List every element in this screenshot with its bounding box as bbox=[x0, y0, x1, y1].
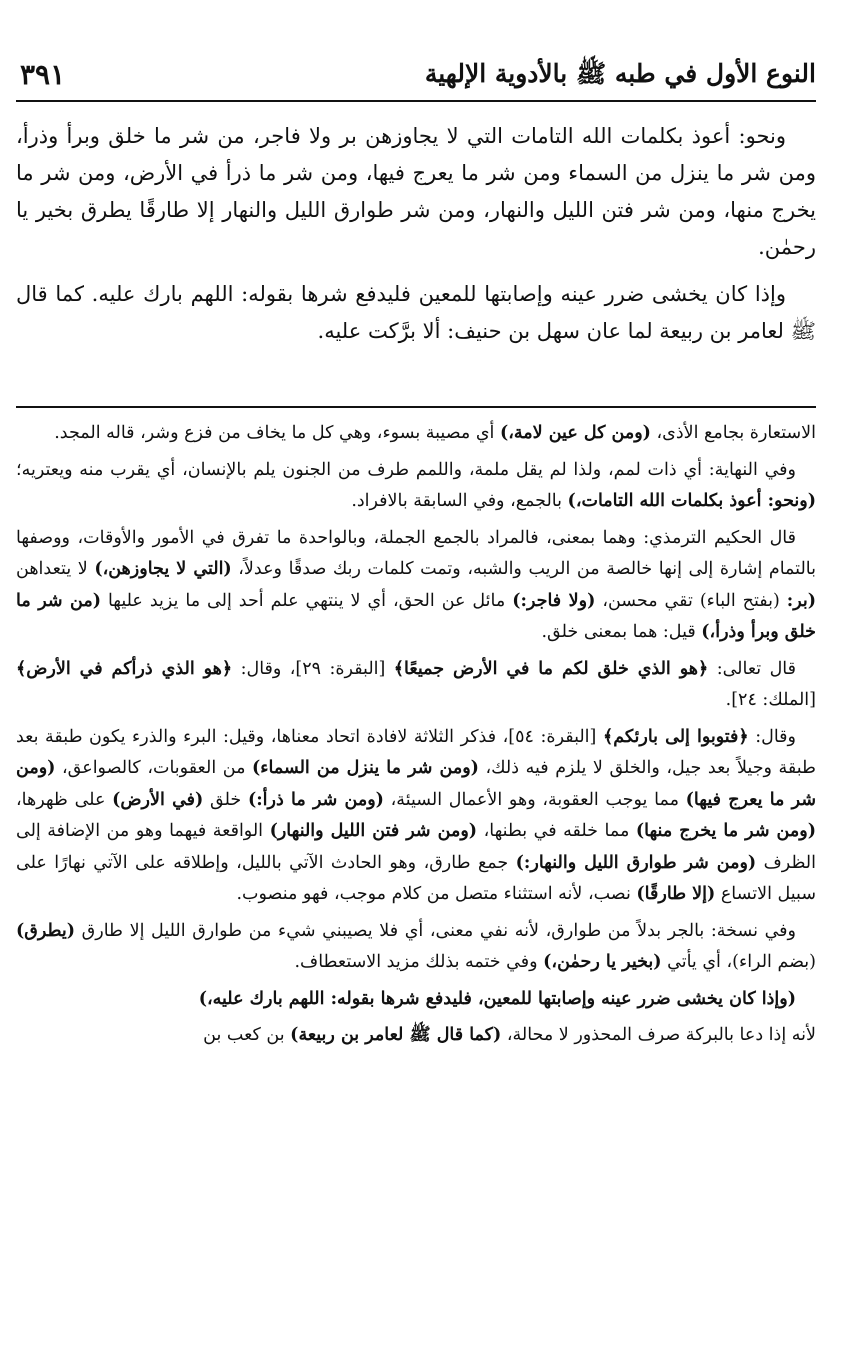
quoted-phrase: (بخير يا رحمٰن،) bbox=[543, 952, 662, 972]
page-number: ٣٩١ bbox=[20, 58, 66, 91]
commentary bbox=[16, 418, 816, 1057]
commentary-paragraph bbox=[16, 722, 816, 911]
quoted-phrase: (ومن كل عين لامة،) bbox=[499, 423, 651, 443]
commentary-paragraph bbox=[16, 455, 816, 518]
quoted-phrase: (ومن شر ما يعرج فيها) bbox=[16, 758, 816, 810]
commentary-paragraph bbox=[16, 1020, 816, 1052]
quoted-phrase: (التي لا يجاوزهن،) bbox=[94, 559, 232, 579]
commentary-text: قال الحكيم الترمذي: وهما بمعنى، فالمراد بالجمع الجملة، وبالواحدة ما تفرق في الأمور والأوقات، ووصفها بالتمام إشارة إلى إنها خالصة من الريب والشبه، وتمت كلمات ربك صدقًا وعدلاً، bbox=[16, 527, 816, 579]
footnote-rule bbox=[16, 406, 816, 408]
quoted-phrase: (إلا طارقًا) bbox=[636, 884, 716, 904]
commentary-text: وفي النهاية: أي ذات لمم، ولذا لم يقل ملمة، واللمم طرف من الجنون يلم بالإنسان، أي يقرب منه ويعتريه؛ bbox=[16, 459, 796, 480]
quoted-phrase: (ومن شر طوارق الليل والنهار:) bbox=[515, 852, 757, 873]
commentary-text: (بفتح الباء) تقي محسن، bbox=[595, 590, 787, 611]
commentary-paragraph bbox=[16, 418, 816, 450]
commentary-text: لا يتعداهن bbox=[16, 559, 95, 579]
main-paragraph: ونحو: أعوذ بكلمات الله التامات التي لا يجاوزهن بر ولا فاجر، من شر ما خلق وبرأ وذرأ، ومن شر ما ينزل من السماء ومن شر ما يعرج فيها، ومن شر ما ذرأ في الأرض، ومن شر ما يخرج منها، ومن شر فتن الليل والنهار، ومن شر طوارق الليل والنهار إلا طارقًا يطرق بخير يا رحمٰن. bbox=[16, 124, 816, 259]
commentary-text: مما يوجب العقوبة، وهو الأعمال السيئة، bbox=[383, 789, 686, 810]
commentary-paragraph bbox=[16, 523, 816, 649]
quoted-phrase: (في الأرض) bbox=[112, 789, 204, 810]
quran-verse: ﴿فتوبوا إلى بارئكم﴾ bbox=[602, 726, 749, 747]
page-header bbox=[16, 52, 816, 96]
commentary-text: أي مصيبة بسوء، وهي كل ما يخاف من فزع وشر، قاله المجد. bbox=[54, 423, 500, 443]
commentary-paragraph bbox=[16, 654, 816, 717]
commentary-text: [البقرة: ٥٤]، فذكر الثلاثة لافادة اتحاد معناها، وقيل: البرء والذرء يكون طبقة بعد طبقة وجيلاً بعد جيل، والخلق لا يلزم فيه ذلك، bbox=[16, 726, 816, 778]
commentary-text: [الملك: ٢٤]. bbox=[725, 690, 816, 710]
commentary-paragraph bbox=[16, 984, 816, 1016]
quoted-phrase: (ومن شر ما يخرج منها) bbox=[635, 821, 816, 841]
quoted-phrase: (ومن شر ما ذرأ:) bbox=[247, 789, 384, 810]
main-text bbox=[16, 118, 816, 360]
running-title: النوع الأول في طبه ﷺ بالأدوية الإلهية bbox=[424, 59, 816, 88]
quoted-phrase: (من شر ما خلق وبرأ وذرأ،) bbox=[16, 590, 816, 642]
commentary-text: على ظهرها، bbox=[16, 789, 113, 810]
commentary-text: مما خلقه في بطنها، bbox=[477, 821, 636, 841]
commentary-text: وقال: bbox=[748, 726, 796, 747]
commentary-text: قيل: هما بمعنى خلق. bbox=[541, 622, 702, 642]
quoted-phrase: (وإذا كان يخشى ضرر عينه وإصابتها للمعين، فليدفع شرها بقوله: اللهم بارك عليه،) bbox=[198, 988, 796, 1009]
commentary-text: بالجمع، وفي السابقة بالافراد. bbox=[351, 491, 568, 511]
commentary-text: نصب، لأنه استثناء متصل من كلام موجب، فهو منصوب. bbox=[236, 884, 637, 904]
book-page bbox=[16, 0, 816, 1364]
commentary-text: الاستعارة بجامع الأذى، bbox=[650, 423, 816, 443]
commentary-text: لأنه إذا دعا بالبركة صرف المحذور لا محالة، bbox=[501, 1025, 816, 1045]
commentary-text: (بضم الراء)، أي يأتي bbox=[661, 952, 816, 972]
commentary-text: بن كعب بن bbox=[203, 1025, 291, 1045]
commentary-text: وفي نسخة: بالجر بدلاً من طوارق، لأنه نفي معنى، أي فلا يصيبني شيء من طوارق الليل إلا طارق bbox=[75, 920, 796, 941]
quoted-phrase: (ومن شر ما ينزل من السماء) bbox=[252, 758, 479, 778]
quoted-phrase: (ولا فاجر:) bbox=[512, 590, 596, 611]
commentary-text: وفي ختمه بذلك مزيد الاستعطاف. bbox=[294, 952, 544, 972]
quoted-phrase: (يطرق) bbox=[16, 920, 76, 941]
commentary-text: جمع طارق، وهو الحادث الآتي بالليل، وإطلاقه على الآتي نهارًا على سبيل الاتساع bbox=[16, 852, 816, 904]
quoted-phrase: (كما قال ﷺ لعامر بن ربيعة) bbox=[290, 1025, 502, 1045]
commentary-text: الواقعة فيهما وهو من الإضافة إلى الظرف bbox=[16, 821, 816, 873]
main-paragraph: وإذا كان يخشى ضرر عينه وإصابتها للمعين فليدفع شرها بقوله: اللهم بارك عليه. كما قال ﷺ لعامر بن ربيعة لما عان سهل بن حنيف: ألا برَّكت عليه. bbox=[16, 282, 816, 343]
commentary-text: قال تعالى: bbox=[708, 658, 796, 679]
quoted-phrase: (بر: bbox=[786, 590, 817, 611]
commentary-text: خلق bbox=[203, 789, 248, 810]
commentary-text: [البقرة: ٢٩]، وقال: bbox=[232, 658, 394, 679]
quoted-phrase: (ونحو: أعوذ بكلمات الله التامات،) bbox=[567, 491, 816, 511]
commentary-text: مائل عن الحق، أي لا ينتهي علم أحد إلى ما يزيد عليها bbox=[101, 590, 513, 611]
header-rule bbox=[16, 100, 816, 102]
quoted-phrase: (ومن شر فتن الليل والنهار) bbox=[269, 821, 478, 841]
commentary-text: من العقوبات، كالصواعق، bbox=[55, 758, 253, 778]
quran-verse: ﴿هو الذي خلق لكم ما في الأرض جميعًا﴾ bbox=[393, 658, 709, 679]
commentary-paragraph bbox=[16, 916, 816, 979]
quran-verse: ﴿هو الذي ذرأكم في الأرض﴾ bbox=[16, 658, 233, 679]
